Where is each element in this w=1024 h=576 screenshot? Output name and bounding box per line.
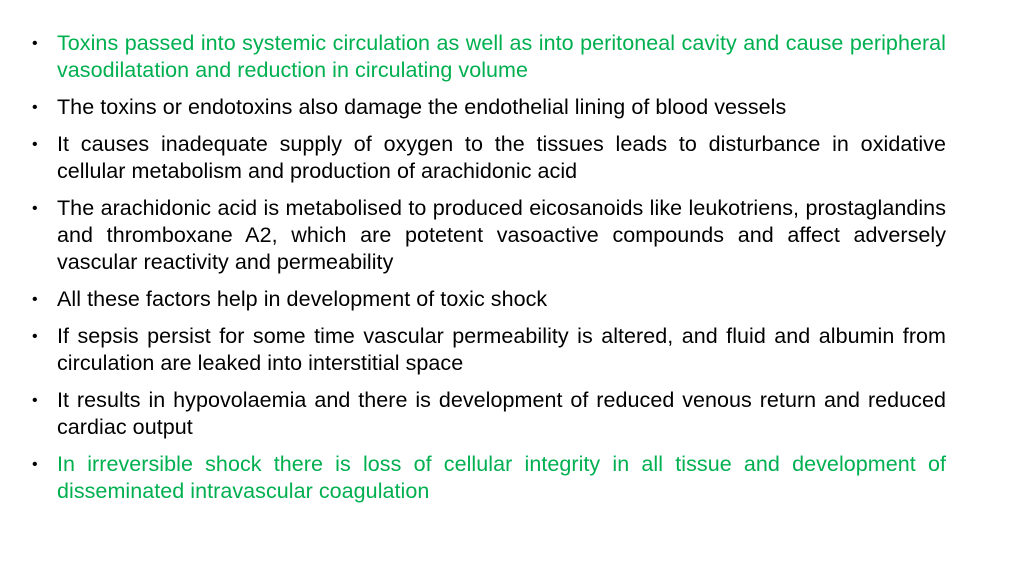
bullet-icon: • [32, 35, 38, 52]
bullet-text: It results in hypovolaemia and there is development of reduced venous return and reduced cardiac output [57, 388, 946, 439]
bullet-text: If sepsis persist for some time vascular permeability is altered, and fluid and albumin from circulation are leaked into interstitial space [57, 324, 946, 375]
bullet-item-8 [32, 451, 946, 505]
bullet-text: Toxins passed into systemic circulation as well as into peritoneal cavity and cause peripheral vasodilatation and reduction in circulating volume [57, 31, 946, 82]
bullet-item-7 [32, 387, 946, 441]
bullet-item-4 [32, 195, 946, 276]
bullet-text: In irreversible shock there is loss of cellular integrity in all tissue and development of disseminated intravascular coagulation [57, 452, 946, 503]
bullet-text: All these factors help in development of toxic shock [57, 287, 548, 311]
bullet-icon: • [32, 392, 38, 409]
bullet-item-1 [32, 30, 946, 84]
bullet-item-2 [32, 94, 946, 121]
bullet-item-6 [32, 323, 946, 377]
bullet-text: The toxins or endotoxins also damage the endothelial lining of blood vessels [57, 95, 787, 119]
bullet-icon: • [32, 328, 38, 345]
bullet-icon: • [32, 291, 38, 308]
bullet-list [32, 30, 946, 515]
bullet-icon: • [32, 99, 38, 116]
bullet-text: It causes inadequate supply of oxygen to the tissues leads to disturbance in oxidative cellular metabolism and production of arachidonic acid [57, 132, 946, 183]
bullet-text: The arachidonic acid is metabolised to produced eicosanoids like leukotriens, prostaglandins and thromboxane A2, which are potetent vasoactive compounds and affect adversely vascular reactivity and permeability [57, 196, 946, 274]
bullet-icon: • [32, 136, 38, 153]
bullet-icon: • [32, 200, 38, 217]
bullet-item-5 [32, 286, 946, 313]
bullet-icon: • [32, 456, 38, 473]
bullet-item-3 [32, 131, 946, 185]
